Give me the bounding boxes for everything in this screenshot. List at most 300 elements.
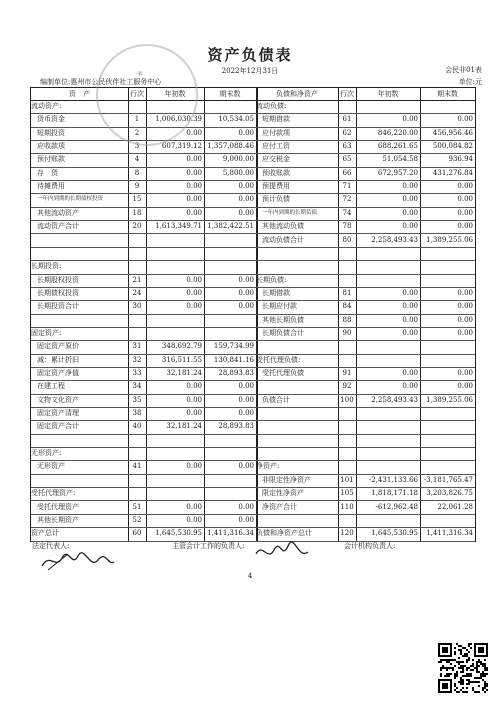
table-row [31, 380, 475, 394]
table-cell: 120 [340, 529, 354, 538]
table-cell: 固定资产: [31, 328, 62, 337]
table-cell: 0.00 [457, 315, 473, 324]
table-cell: -3,181,765.47 [423, 475, 473, 484]
table-cell: 0.00 [186, 515, 202, 524]
table-cell: 非限定性净资产 [262, 475, 311, 484]
table-cell [338, 354, 356, 367]
table-cell: 607,319.12 [161, 142, 202, 151]
table-cell: 0.00 [238, 302, 254, 311]
table-cell: 固定资产净值 [37, 369, 79, 377]
table-cell: 0.00 [186, 208, 202, 217]
table-cell: 固定资产合计 [37, 422, 79, 431]
table-row [31, 501, 475, 515]
table-cell: 431,276.84 [432, 168, 473, 177]
table-cell: 长期股权投资 [37, 275, 79, 284]
table-cell: 长期投资合计 [37, 302, 79, 311]
table-cell: 0.00 [238, 382, 254, 391]
table-cell: 无形资产: [31, 449, 62, 458]
accounting-supervisor-label: 主管会计工作的负责人: [172, 542, 245, 550]
report-date: 2022年12月31日 [221, 67, 279, 75]
table-cell [146, 247, 202, 260]
table-cell: 65 [342, 155, 352, 164]
table-cell: 0.00 [238, 409, 254, 418]
table-cell: 0.00 [186, 195, 202, 204]
table-cell: 0.00 [238, 395, 254, 404]
table-cell: 78 [342, 222, 352, 231]
table-cell [204, 487, 254, 500]
table-cell: 30 [132, 302, 142, 311]
table-cell: 0.00 [402, 328, 418, 337]
table-cell: 0.00 [186, 502, 202, 511]
table-cell: 9 [134, 182, 140, 191]
table-cell: 长期负债合计 [262, 328, 304, 337]
col-header-assets: 资 产 [31, 88, 128, 101]
table-cell: 159,734.99 [213, 342, 254, 351]
table-cell [128, 434, 146, 447]
table-cell [338, 340, 356, 353]
table-cell [256, 420, 344, 433]
table-cell: 2,258,493.43 [371, 235, 418, 244]
table-cell: 0.00 [457, 369, 473, 377]
table-cell: 74 [342, 208, 352, 217]
table-cell: 0.00 [402, 315, 418, 324]
table-cell [204, 474, 254, 487]
page-number: 4 [247, 572, 253, 580]
table-row [31, 127, 475, 141]
table-cell: 货币资金 [37, 115, 65, 124]
table-cell: 应交税金 [262, 155, 290, 164]
table-cell [338, 447, 356, 460]
table-cell: 负债和净资产总计 [256, 529, 312, 538]
table-cell [31, 434, 134, 447]
table-cell: 110 [340, 502, 354, 511]
table-cell: 88 [342, 315, 352, 324]
balance-sheet-table [30, 87, 476, 542]
table-cell: 受托代理资产 [37, 502, 79, 511]
table-cell [31, 234, 134, 247]
table-cell [146, 434, 202, 447]
table-cell: 66 [342, 168, 352, 177]
table-row [31, 487, 475, 501]
table-cell: 限定性净资产 [262, 489, 304, 498]
table-cell [420, 460, 473, 473]
table-cell: 1,613,349.71 [155, 222, 202, 231]
table-cell: 1,006,030.39 [155, 115, 202, 124]
col-header-end-right: 期末数 [420, 88, 475, 101]
table-row [31, 220, 475, 234]
table-cell [204, 260, 254, 273]
table-cell: 0.00 [186, 288, 202, 297]
table-row [31, 340, 475, 354]
table-row [31, 300, 475, 314]
table-cell: 1,818,171.18 [371, 489, 418, 498]
table-cell [204, 234, 254, 247]
table-cell [146, 447, 202, 460]
table-cell: 35 [132, 395, 142, 404]
table-cell: 0.00 [457, 302, 473, 311]
table-cell: 31 [132, 342, 142, 351]
col-header-liabilities: 负债和净资产 [256, 88, 338, 101]
table-cell [128, 327, 146, 340]
table-cell: 846,220.00 [377, 128, 418, 137]
table-cell: 0.00 [457, 182, 473, 191]
table-row [31, 394, 475, 408]
table-cell [420, 407, 473, 420]
table-row [31, 420, 475, 434]
table-cell: 672,957.20 [377, 168, 418, 177]
table-row [31, 314, 475, 328]
table-cell: 应收款项 [37, 142, 65, 151]
table-cell: 0.00 [238, 515, 254, 524]
table-cell: 0.00 [402, 222, 418, 231]
table-cell [356, 247, 418, 260]
table-cell: 456,956.46 [432, 128, 473, 137]
table-cell: 3,203,826.75 [426, 489, 473, 498]
table-cell: 长期负债: [256, 275, 287, 284]
table-cell: 92 [342, 382, 352, 391]
table-cell: 预计负债 [262, 195, 290, 204]
table-cell: 0.00 [238, 288, 254, 297]
table-cell: 0.00 [186, 302, 202, 311]
table-cell: 0.00 [457, 288, 473, 297]
currency-unit: 单位:元 [458, 78, 482, 86]
table-cell [128, 260, 146, 273]
table-cell [128, 487, 146, 500]
table-cell [146, 234, 202, 247]
table-cell: 流动负债合计 [262, 235, 304, 244]
table-cell: 固定资产原价 [37, 342, 79, 351]
table-cell: 40 [132, 422, 142, 431]
table-cell [420, 447, 473, 460]
table-cell: 28,893.83 [218, 422, 254, 431]
table-cell: 100 [340, 395, 354, 404]
table-cell: 0.00 [402, 302, 418, 311]
table-cell: 1 [134, 115, 140, 124]
table-cell: 其他长期资产 [37, 515, 79, 524]
table-cell: 348,692.79 [161, 342, 202, 351]
table-cell [31, 314, 134, 327]
table-cell: 其他流动资产 [37, 208, 79, 217]
table-cell [256, 447, 344, 460]
table-cell: 62 [342, 128, 352, 137]
table-cell: 0.00 [457, 222, 473, 231]
table-cell: 15 [132, 195, 142, 204]
table-cell [128, 447, 146, 460]
table-row [31, 180, 475, 194]
table-cell: 应付工资 [262, 142, 290, 151]
table-cell: 32,181.24 [166, 422, 202, 431]
table-cell [146, 260, 202, 273]
table-cell [256, 380, 344, 393]
table-cell: 0.00 [402, 288, 418, 297]
table-row [31, 247, 475, 261]
table-cell: 0.00 [457, 195, 473, 204]
table-cell: 1,645,530.95 [155, 529, 202, 538]
table-cell: 130,841.16 [213, 355, 254, 364]
table-cell: 净资产: [256, 462, 280, 471]
table-cell: 33 [132, 369, 142, 377]
table-cell [128, 234, 146, 247]
table-cell: 预付账款 [37, 155, 65, 164]
table-cell: 316,511.55 [161, 355, 202, 364]
table-cell: 1,411,316.34 [426, 529, 473, 538]
table-cell [31, 247, 134, 260]
table-row [31, 514, 475, 528]
table-cell: 60 [132, 529, 142, 538]
table-cell: 51,054.58 [382, 155, 418, 164]
table-cell: 负债合计 [262, 395, 290, 404]
table-row [31, 193, 475, 207]
table-cell: 资产总计 [31, 529, 59, 538]
table-cell: 21 [132, 275, 142, 284]
table-cell [204, 327, 254, 340]
table-cell: 9,000.00 [222, 155, 254, 164]
table-cell: 0.00 [186, 409, 202, 418]
table-cell [204, 100, 254, 113]
table-cell: 0.00 [238, 502, 254, 511]
table-cell: 长期借款 [262, 288, 290, 297]
table-cell [356, 274, 418, 287]
table-cell [204, 447, 254, 460]
table-cell: 0.00 [402, 195, 418, 204]
table-cell: 流动资产合计 [37, 222, 79, 231]
table-cell [420, 434, 473, 447]
table-cell [338, 514, 356, 527]
table-row [31, 407, 475, 421]
col-header-line: 行次 [128, 88, 146, 101]
table-cell: 2 [134, 128, 140, 137]
table-cell [338, 434, 356, 447]
table-cell [356, 407, 418, 420]
table-cell: 51 [132, 502, 142, 511]
table-cell: 1,357,088.46 [207, 142, 254, 151]
table-cell: 受托代理资产: [31, 489, 76, 498]
table-cell: 0.00 [186, 128, 202, 137]
table-cell: -612,962.48 [375, 502, 418, 511]
table-cell: 61 [342, 115, 352, 124]
table-cell: 文物文化资产 [37, 395, 79, 404]
table-cell [420, 247, 473, 260]
table-cell [204, 314, 254, 327]
table-cell: 0.00 [402, 382, 418, 391]
table-cell: 0.00 [186, 382, 202, 391]
table-cell: 2,258,493.43 [371, 395, 418, 404]
table-cell: 受托代理负债: [256, 355, 301, 364]
table-cell: 一年内到期的长期负债 [262, 209, 318, 216]
table-cell: 长期债权投资 [37, 288, 79, 297]
table-cell: 0.00 [457, 382, 473, 391]
table-cell [356, 460, 418, 473]
table-cell: 短期借款 [262, 115, 290, 124]
table-cell: 待摊费用 [37, 182, 65, 191]
table-cell: 52 [132, 515, 142, 524]
table-cell: 0.00 [186, 155, 202, 164]
table-cell: 0.00 [238, 208, 254, 217]
table-cell [420, 100, 473, 113]
table-cell: 8 [134, 168, 140, 177]
table-cell [338, 274, 356, 287]
table-cell: 10,534.05 [218, 115, 254, 124]
table-cell: 34 [132, 382, 142, 391]
col-header-end: 期末数 [204, 88, 256, 101]
table-cell: 22,061.28 [437, 502, 473, 511]
table-cell: 1,411,316.34 [207, 529, 254, 538]
table-cell: 短期投资 [37, 128, 65, 137]
table-cell: 63 [342, 142, 352, 151]
table-row [31, 460, 475, 474]
table-cell: 80 [342, 235, 352, 244]
table-cell: 0.00 [238, 275, 254, 284]
table-cell [146, 327, 202, 340]
table-row [31, 153, 475, 167]
table-row [31, 354, 475, 368]
table-cell [146, 487, 202, 500]
table-row [31, 234, 475, 248]
table-cell: 预提费用 [262, 182, 290, 191]
table-cell: 净资产合计 [262, 502, 297, 511]
col-header-begin: 年初数 [146, 88, 204, 101]
col-header-line-right: 行次 [338, 88, 356, 101]
table-cell [128, 474, 146, 487]
table-cell: 长期应付款 [262, 302, 297, 311]
table-row [31, 447, 475, 461]
table-cell [420, 354, 473, 367]
table-cell: 1,382,422.51 [207, 222, 254, 231]
table-cell [146, 314, 202, 327]
table-cell: 0.00 [402, 208, 418, 217]
table-row [31, 167, 475, 181]
table-cell [256, 260, 344, 273]
table-cell: 0.00 [186, 462, 202, 471]
table-cell [356, 260, 418, 273]
table-cell: 存 货 [37, 168, 58, 177]
table-cell: 24 [132, 288, 142, 297]
table-cell: 1,645,530.95 [371, 529, 418, 538]
table-cell: 688,261.65 [377, 142, 418, 151]
table-cell [338, 460, 356, 473]
table-row [31, 113, 475, 127]
table-cell [420, 274, 473, 287]
table-cell: 流动资产: [31, 102, 62, 110]
table-cell: 1,389,255.06 [426, 235, 473, 244]
table-cell: 减：累计折旧 [37, 355, 79, 364]
table-cell [420, 340, 473, 353]
table-cell [128, 247, 146, 260]
form-number: 会民非01表 [445, 66, 482, 74]
table-cell [256, 434, 344, 447]
table-row [31, 287, 475, 301]
table-cell: 应付款项 [262, 128, 290, 137]
table-cell: 38 [132, 409, 142, 418]
table-cell: 1,389,255.06 [426, 395, 473, 404]
handwritten-signature-supervisor [252, 540, 312, 564]
table-cell: 0.00 [457, 115, 473, 124]
table-row [31, 207, 475, 221]
official-seal: ★ [83, 31, 212, 160]
table-cell: 其他长期负债 [262, 315, 304, 324]
table-cell: 固定资产清理 [37, 409, 79, 418]
table-cell: -2,431,133.66 [368, 475, 418, 484]
table-cell [31, 474, 134, 487]
table-cell [128, 314, 146, 327]
table-cell: 0.00 [402, 182, 418, 191]
table-cell: 0.00 [402, 369, 418, 377]
table-cell [256, 247, 344, 260]
table-cell: 936.94 [448, 155, 473, 164]
table-row [31, 274, 475, 288]
table-cell [338, 100, 356, 113]
table-cell: 一年内到期的长期债权投资 [37, 196, 104, 203]
table-cell [420, 420, 473, 433]
table-cell: 3 [134, 142, 140, 151]
table-cell: 71 [342, 182, 352, 191]
accounting-head-label: 会计机构负责人: [344, 542, 396, 550]
table-cell [256, 407, 344, 420]
table-cell: 84 [342, 302, 352, 311]
table-cell [356, 420, 418, 433]
table-row [31, 260, 475, 274]
table-cell: 0.00 [238, 182, 254, 191]
table-cell: 流动负债: [256, 102, 287, 110]
table-cell: 500,084.82 [432, 142, 473, 151]
table-cell [420, 514, 473, 527]
table-cell: 81 [342, 288, 352, 297]
table-cell: 105 [340, 489, 354, 498]
table-row [31, 140, 475, 154]
table-row [31, 474, 475, 488]
table-cell: 0.00 [186, 395, 202, 404]
table-cell [356, 100, 418, 113]
legal-representative-label: 法定代表人: [32, 542, 70, 550]
table-cell: 在建工程 [37, 382, 65, 391]
table-cell: 41 [132, 462, 142, 471]
table-cell [356, 434, 418, 447]
qr-code [438, 643, 488, 693]
table-cell [256, 514, 344, 527]
table-cell [204, 247, 254, 260]
table-cell: 72 [342, 195, 352, 204]
table-row [31, 327, 475, 341]
table-cell [338, 420, 356, 433]
table-cell: 0.00 [457, 328, 473, 337]
table-cell: 28,893.83 [218, 369, 254, 377]
table-cell: 受托代理负债 [262, 369, 304, 377]
table-cell: 5,800.00 [222, 168, 254, 177]
table-cell [356, 340, 418, 353]
table-cell: 0.00 [186, 168, 202, 177]
col-header-begin-right: 年初数 [356, 88, 420, 101]
table-cell: 0.00 [238, 128, 254, 137]
table-cell: 18 [132, 208, 142, 217]
table-cell: 90 [342, 328, 352, 337]
table-cell: 0.00 [238, 462, 254, 471]
table-cell: 20 [132, 222, 142, 231]
table-cell: 4 [134, 155, 140, 164]
table-cell: 0.00 [186, 275, 202, 284]
table-cell [204, 434, 254, 447]
table-cell: 0.00 [186, 182, 202, 191]
table-cell [356, 447, 418, 460]
report-title: 资产负债表 [207, 46, 293, 64]
table-cell: 长期投资: [31, 262, 62, 271]
table-cell [356, 514, 418, 527]
table-cell [338, 260, 356, 273]
table-cell [420, 260, 473, 273]
reporting-unit: 编制单位:惠州市公民伙伴社工服务中心 [40, 78, 162, 86]
table-cell [256, 340, 344, 353]
table-cell [338, 247, 356, 260]
table-cell: 预收账款 [262, 168, 290, 177]
